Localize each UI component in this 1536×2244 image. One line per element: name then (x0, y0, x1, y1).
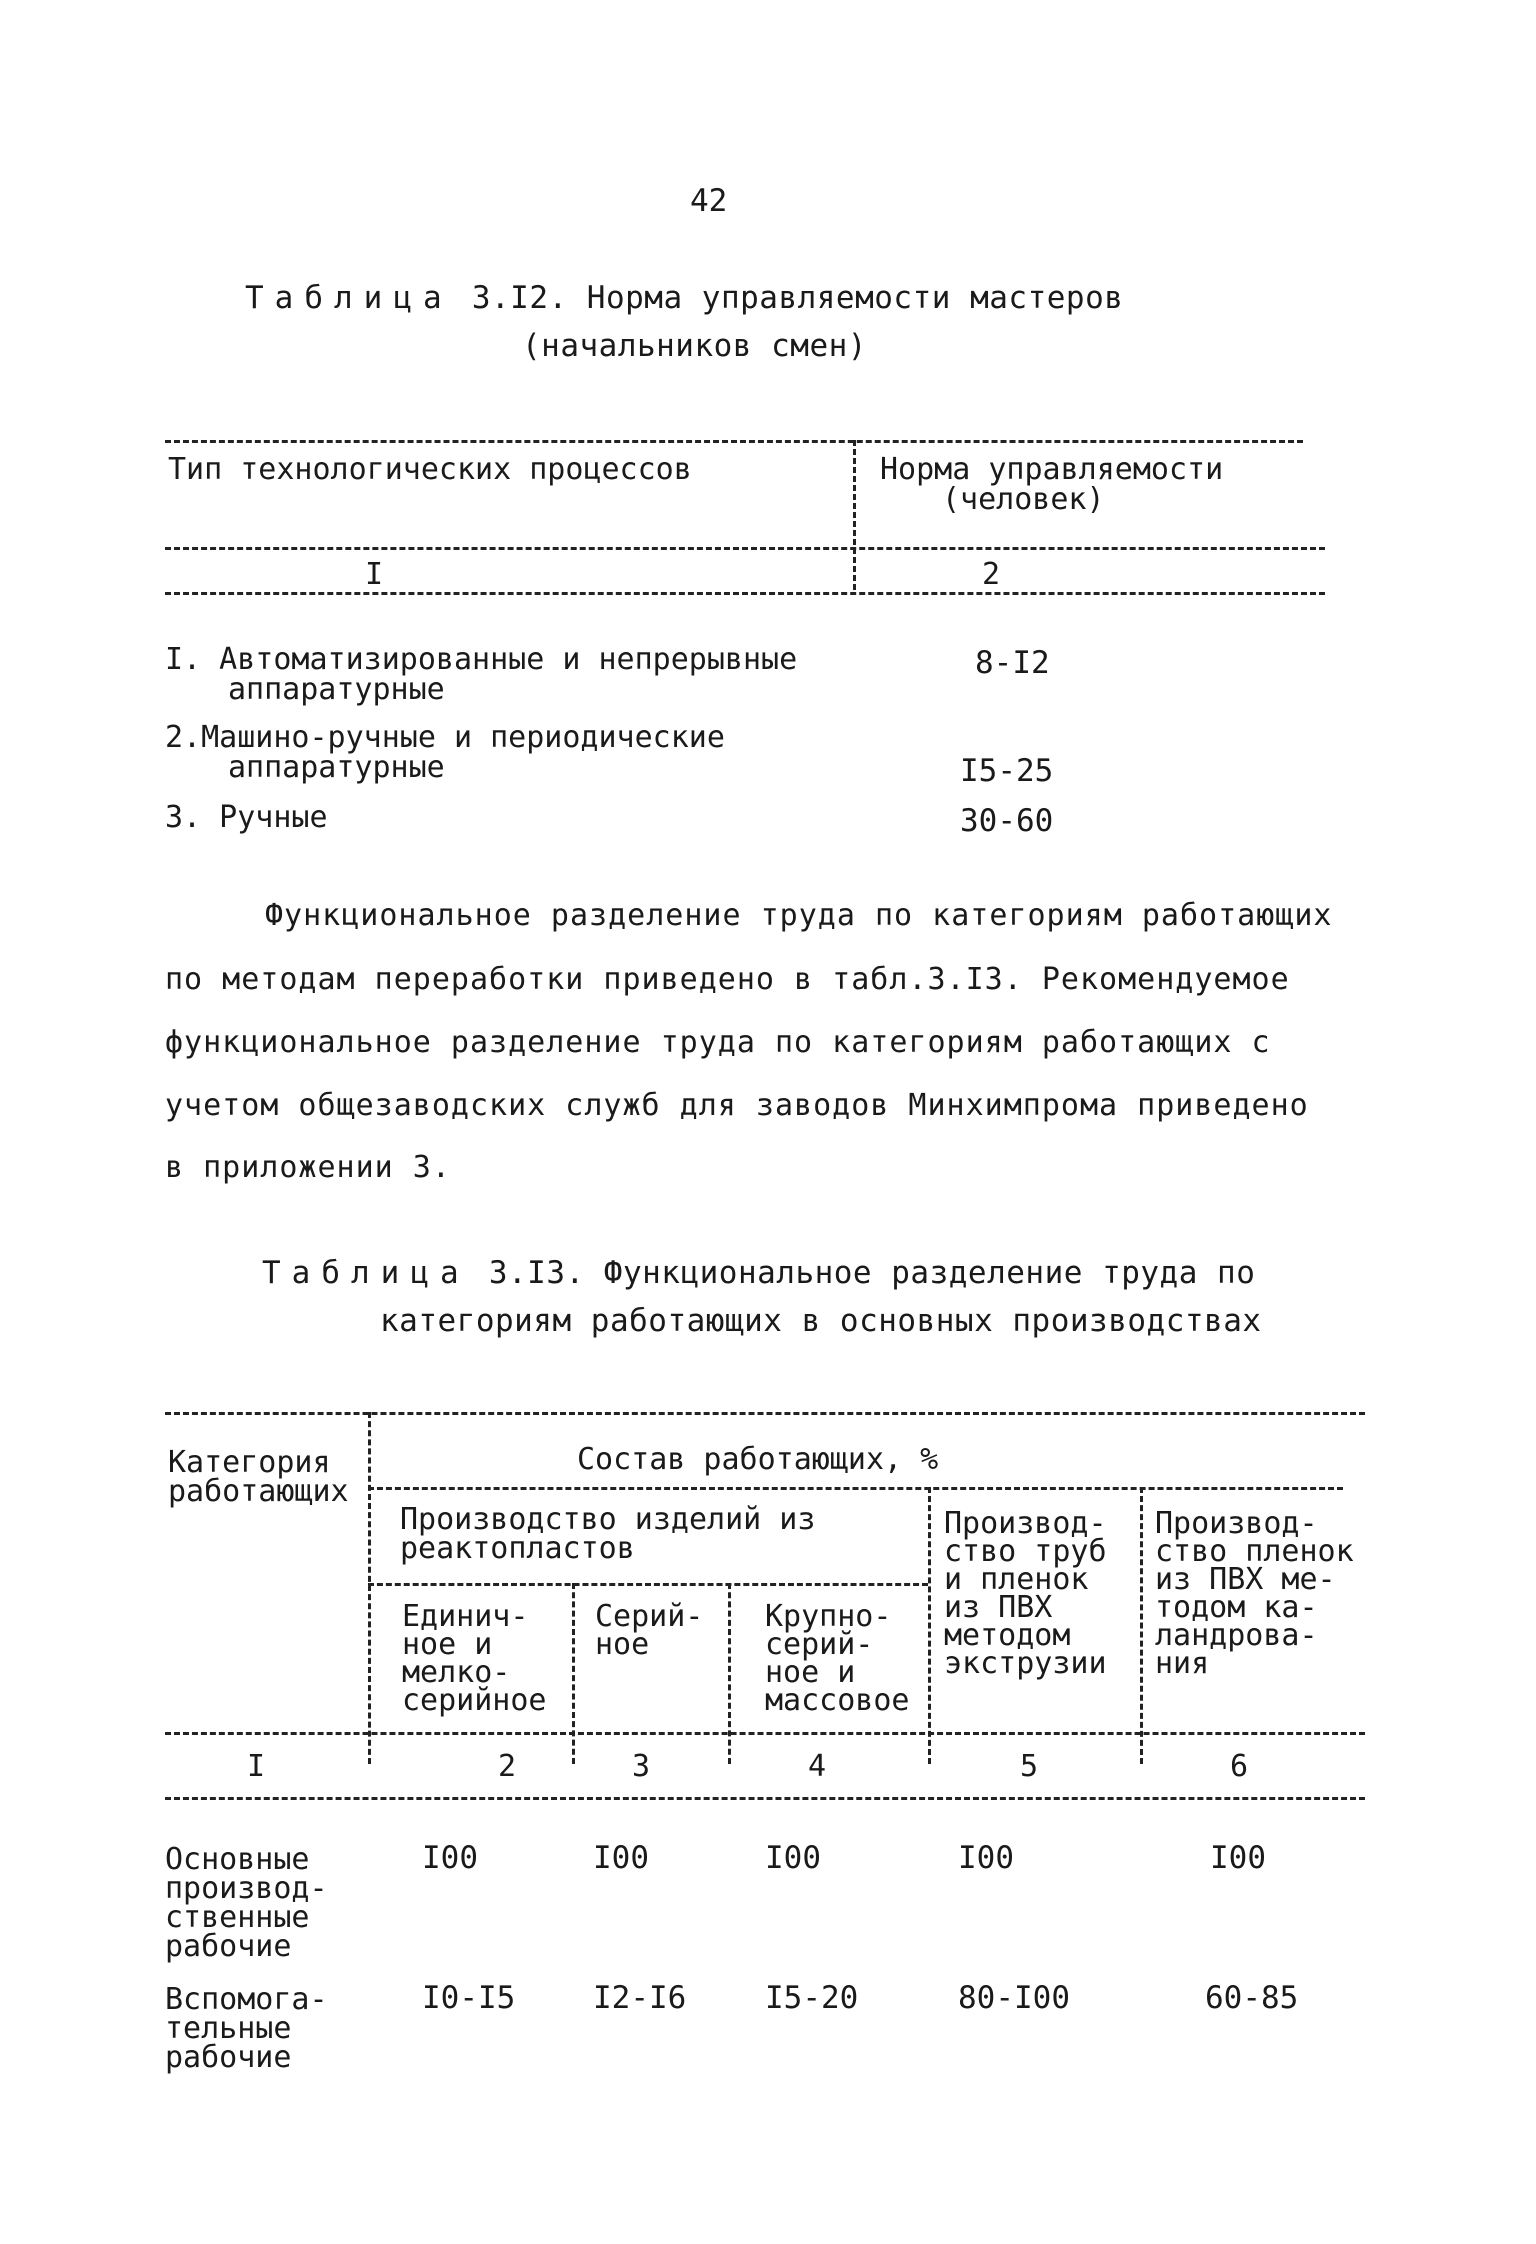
table-312-row-1-value: 8-I2 (975, 645, 1050, 681)
table-312-row-2-label-line1: 2.Машино-ручные и периодические (165, 720, 725, 755)
table-313-header-extrusion-line6: экструзии (944, 1646, 1107, 1681)
table-312-caption-title: 3.I2. Норма управляемости мастеров (471, 280, 1124, 316)
table-312-col-number-1: I (365, 557, 384, 592)
table-313-row-1-category-line1: Основные (165, 1842, 310, 1877)
table-313-header-single (402, 1599, 547, 1718)
table-313-row-2-col5: 80-I00 (958, 1980, 1070, 2016)
table-312-header-rule (165, 547, 1325, 550)
table-313-caption-sub: категориям работающих в основных производствах (380, 1303, 1262, 1339)
paragraph-line-1: Функциональное разделение труда по категориям работающих (265, 898, 1333, 933)
table-313-col-number-5: 5 (1020, 1749, 1039, 1784)
table-313-header-calender-line1: Производ- (1155, 1506, 1318, 1541)
table-312-row-2-value: I5-25 (960, 753, 1054, 789)
paragraph-line-4: учетом общезаводских служб для заводов Минхимпрома приведено (165, 1088, 1309, 1123)
table-313-header-category-line2: работающих (168, 1474, 349, 1509)
table-313-row-2-category-line1: Вспомога- (165, 1982, 328, 2017)
table-312-top-rule (165, 440, 1303, 443)
table-312-row-2-label-line2: аппаратурные (228, 750, 445, 785)
table-313-divider-single (572, 1583, 575, 1764)
table-313-caption-title: 3.I3. Функциональное разделение труда по (488, 1255, 1256, 1291)
table-312-row-1-label-line1: I. Автоматизированные и непрерывные (165, 642, 798, 677)
table-312-row-1-label-line2: аппаратурные (228, 672, 445, 707)
table-313-composition-rule (368, 1487, 1343, 1490)
table-313-row-2-category-line3: рабочие (165, 2040, 292, 2075)
table-313-row-2-category (165, 1982, 328, 2075)
table-313-header-extrusion-line3: и пленок (944, 1562, 1089, 1597)
table-313-header-calender-line6: ния (1155, 1646, 1210, 1681)
table-313-top-rule (165, 1412, 1365, 1415)
table-313-header-large-line1: Крупно- (765, 1599, 892, 1634)
table-312-header-col2-line2: (человек) (942, 482, 1105, 517)
table-313-header-extrusion-line5: методом (944, 1618, 1071, 1653)
table-313-header-calender-line3: из ПВХ ме- (1155, 1562, 1336, 1597)
table-313-col-number-1: I (247, 1749, 266, 1784)
table-312-header-col1: Тип технологических процессов (168, 452, 692, 487)
table-312-col-number-2: 2 (982, 557, 1001, 592)
table-313-row-2-col3: I2-I6 (593, 1980, 687, 2016)
table-313-header-single-line3: мелко- (402, 1655, 511, 1690)
paragraph-line-5: в приложении 3. (165, 1150, 451, 1185)
table-313-row-1-category-line2: производ- (165, 1871, 328, 1906)
table-313-header-single-line4: серийное (402, 1683, 547, 1718)
paragraph-line-2: по методам переработки приведено в табл.3.I3. Рекомендуемое (165, 962, 1290, 997)
table-313-row-1-col3: I00 (593, 1840, 649, 1876)
table-313-row-1-col4: I00 (765, 1840, 821, 1876)
table-312-row-3-label-line1: 3. Ручные (165, 800, 328, 835)
table-313-header-large-line4: массовое (765, 1683, 910, 1718)
table-313-header-single-line1: Единич- (402, 1599, 529, 1634)
table-313-divider-extrusion (1140, 1487, 1143, 1764)
table-313-header-category-line1: Категория (168, 1445, 331, 1480)
table-313-divider-reactoplast (928, 1487, 931, 1764)
table-313-col-number-2: 2 (498, 1749, 517, 1784)
table-312-caption-sub: (начальников смен) (522, 328, 867, 364)
page-number: 42 (690, 183, 728, 219)
table-313-header-serial-line2: ное (595, 1627, 650, 1662)
paragraph-line-3: функциональное разделение труда по категориям работающих с (165, 1025, 1271, 1060)
table-313-row-1-col5: I00 (958, 1840, 1014, 1876)
table-312-numbers-rule (165, 592, 1325, 595)
table-313-divider-category (368, 1412, 371, 1764)
table-313-header-serial-line1: Серий- (595, 1599, 704, 1634)
table-313-row-1-category-line3: ственные (165, 1900, 310, 1935)
table-312-row-3-value: 30-60 (960, 803, 1054, 839)
table-313-row-2-col4: I5-20 (765, 1980, 859, 2016)
table-313-header-calender-line5: ландрова- (1155, 1618, 1318, 1653)
table-312-caption-word: Таблица (245, 280, 453, 316)
table-313-header-calender (1155, 1506, 1354, 1681)
table-313-col-number-4: 4 (808, 1749, 827, 1784)
table-313-header-large-line2: серий- (765, 1627, 874, 1662)
table-313-caption (262, 1255, 1255, 1291)
table-313-header-calender-line2: ство пленок (1155, 1534, 1354, 1569)
table-313-row-1-category-line4: рабочие (165, 1929, 292, 1964)
table-313-header-serial (595, 1599, 704, 1662)
table-313-reactoplast-rule (368, 1583, 928, 1586)
table-312-caption (245, 280, 1123, 316)
table-313-header-calender-line4: тодом ка- (1155, 1590, 1318, 1625)
table-313-header-rule (165, 1732, 1365, 1735)
table-313-header-extrusion-line4: из ПВХ (944, 1590, 1053, 1625)
table-313-header-single-line2: ное и (402, 1627, 493, 1662)
table-313-row-1-category (165, 1842, 328, 1964)
table-313-header-extrusion-line1: Производ- (944, 1506, 1107, 1541)
table-313-row-2-col6: 60-85 (1205, 1980, 1299, 2016)
table-313-row-1-col2: I00 (422, 1840, 478, 1876)
table-313-header-large-line3: ное и (765, 1655, 856, 1690)
table-313-header-composition: Состав работающих, % (577, 1442, 939, 1477)
table-313-header-extrusion-line2: ство труб (944, 1534, 1107, 1569)
table-313-divider-serial (728, 1583, 731, 1764)
table-313-row-2-category-line2: тельные (165, 2011, 292, 2046)
table-313-header-extrusion (944, 1506, 1107, 1681)
table-312-col-divider (853, 440, 856, 590)
table-313-col-number-6: 6 (1230, 1749, 1249, 1784)
table-313-row-1-col6: I00 (1210, 1840, 1266, 1876)
table-313-numbers-rule (165, 1797, 1365, 1800)
table-313-col-number-3: 3 (632, 1749, 651, 1784)
table-313-header-reactoplast-line2: реактопластов (400, 1531, 635, 1566)
table-313-header-large (765, 1599, 910, 1718)
table-313-row-2-col2: I0-I5 (422, 1980, 516, 2016)
table-312-header-col2-line1: Норма управляемости (880, 452, 1224, 487)
table-313-header-reactoplast-line1: Производство изделий из (400, 1502, 816, 1537)
table-313-caption-word: Таблица (262, 1255, 470, 1291)
